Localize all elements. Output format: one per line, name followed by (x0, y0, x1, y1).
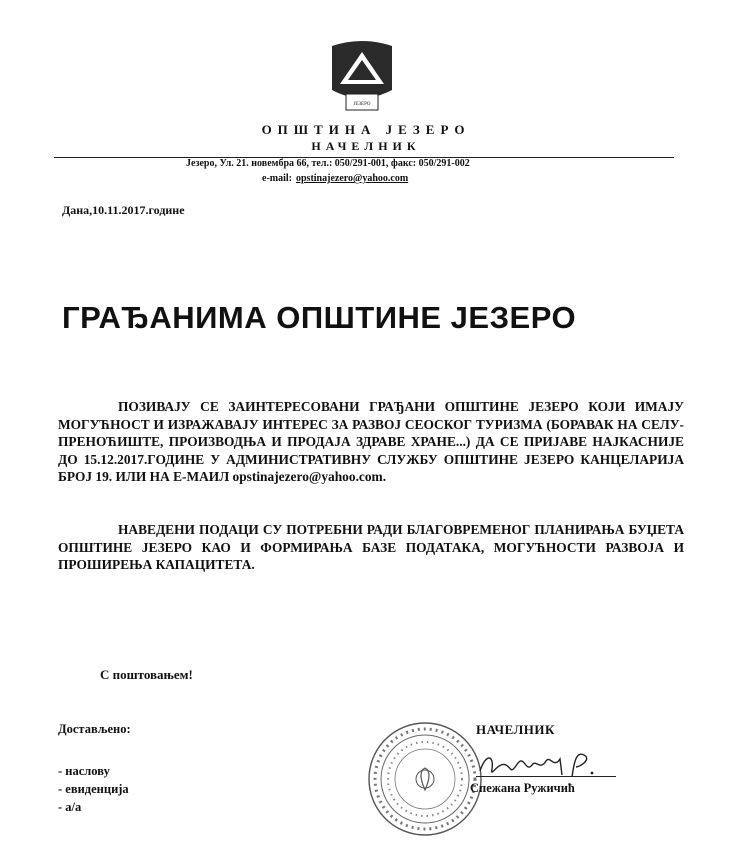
document-date: Дана,10.11.2017.године (62, 203, 185, 217)
list-item: - а/а (58, 800, 82, 814)
document-title: ГРАЂАНИМА ОПШТИНЕ ЈЕЗЕРО (62, 300, 577, 335)
closing-regards: С поштовањем! (100, 667, 193, 682)
svg-text:ЈЕЗЕРО: ЈЕЗЕРО (353, 102, 371, 107)
email-link[interactable]: opstinajezero@yahoo.com (296, 173, 409, 184)
official-seal-stamp-icon (366, 720, 484, 838)
org-email-line (262, 173, 408, 184)
org-address: Језеро, Ул. 21. новембра 66, тел.: 050/291-001, факс: 050/291-002 (186, 158, 470, 169)
delivery-label: Достављено: (58, 722, 131, 736)
org-subtitle: НАЧЕЛНИК (311, 139, 421, 153)
delivery-list (58, 762, 129, 816)
signature-line (476, 776, 616, 777)
handwritten-signature-icon (476, 745, 606, 785)
list-item: - евиденција (58, 782, 129, 796)
body-paragraph-2: НАВЕДЕНИ ПОДАЦИ СУ ПОТРЕБНИ РАДИ БЛАГОВРЕМЕНОГ ПЛАНИРАЊА БУЏЕТА ОПШТИНЕ ЈЕЗЕРО КАО И ФОРМИРАЊА БАЗЕ ПОДАТАКА, МОГУЋНОСТИ РАЗВОЈА И ПРОШИРЕЊА КАПАЦИТЕТА. (58, 522, 684, 572)
org-name: ОПШТИНА ЈЕЗЕРО (261, 122, 471, 137)
body-paragraph-1: ПОЗИВАЈУ СЕ ЗАИНТЕРЕСОВАНИ ГРАЂАНИ ОПШТИНЕ ЈЕЗЕРО КОЈИ ИМАЈУ МОГУЋНОСТ И ИЗРАЖАВАЈУ ИНТЕРЕС ЗА РАЗВОЈ СЕОСКОГ ТУРИЗМА (БОРАВАК НА СЕЛУ-ПРЕНОЋИШТЕ, ПРОИЗВОДЊА И ПРОДАЈА ЗДРАВЕ ХРАНЕ...) ДА СЕ ПРИЈАВЕ НАЈКАСНИЈЕ ДО 15.12.2017.ГОДИНЕ У АДМИНИСТРАТИВНУ СЛУЖБУ ОПШТИНЕ ЈЕЗЕРО КАНЦЕЛАРИЈА БРОЈ 19. ИЛИ НА Е-МАИЛ opstinajezero@yahoo.com. (58, 399, 684, 484)
email-label: e-mail: (262, 173, 292, 184)
municipality-emblem-icon (322, 38, 402, 118)
signatory-title: НАЧЕЛНИК (476, 722, 555, 737)
signatory-name: Спежана Ружичић (470, 781, 575, 795)
list-item: - наслову (58, 764, 110, 778)
